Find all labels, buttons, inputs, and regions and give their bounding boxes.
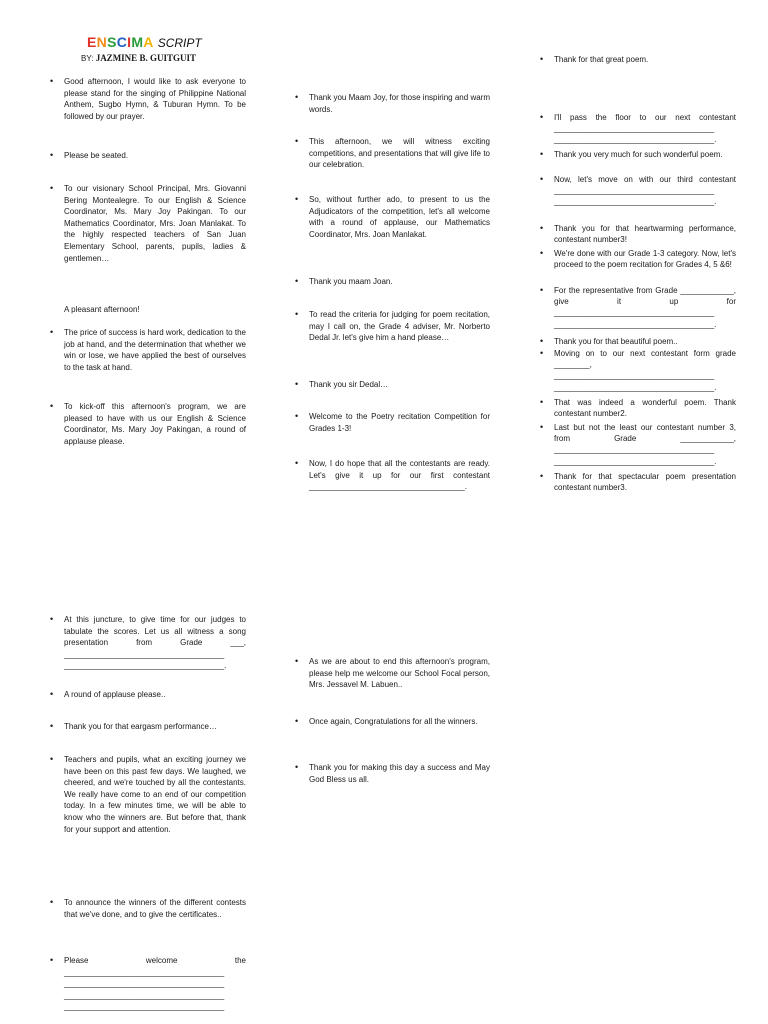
list-item: • Thank you for that heartwarming performance, contestant number3!	[540, 223, 736, 245]
list-item: • That was indeed a wonderful poem. Thank contestant number2.	[540, 397, 736, 419]
title-suffix: SCRIPT	[157, 36, 202, 50]
title-letter: I	[127, 34, 132, 50]
list-item: • As we are about to end this afternoon's program, please help me welcome our School Focal person, Mrs. Jessavel M. Labuen..	[295, 656, 490, 691]
list-item: • To kick-off this afternoon's program, we are pleased to have with us our English & Science Coordinator, Ms. Mary Joy Pakingan, a round of applause please.	[50, 401, 246, 447]
list-item: • Thank you very much for such wonderful poem.	[540, 149, 736, 160]
list-item: • Thank you sir Dedal…	[295, 379, 490, 391]
list-item: • Please be seated.	[50, 150, 246, 162]
title-letter: M	[131, 34, 144, 50]
list-item: • For the representative from Grade ____________, give it up for ____________________________________ ____________________________________.	[540, 285, 736, 330]
list-item: • Thank you maam Joan.	[295, 276, 490, 288]
list-item: • Thank you for making this day a success and May God Bless us all.	[295, 762, 490, 785]
col3-top-list	[540, 54, 736, 504]
list-item: • Thank you for that beautiful poem..	[540, 336, 736, 347]
title-letter: C	[116, 34, 128, 50]
list-item: • Thank you Maam Joy, for those inspiring and warm words.	[295, 92, 490, 115]
list-item: • At this juncture, to give time for our judges to tabulate the scores. Let us all witness a song presentation from Grade ___, ____________________________________ ____________________________________.	[50, 614, 246, 672]
document-header	[81, 34, 202, 64]
list-item: • Once again, Congratulations for all the winners.	[295, 716, 490, 728]
list-item: • To our visionary School Principal, Mrs. Giovanni Bering Montealegre. To our English & Science Coordinator, Ms. Mary Joy Pakingan. To our Mathematics Coordinator, Mrs. Joan Manlakat. To the highly respected teachers of San Juan Elementary School, parents, pupils, ladies & gentlemen…	[50, 183, 246, 264]
list-item: • Please welcome the ____________________________________ ____________________________________ ____________________________________ ____________________________________	[50, 955, 246, 1013]
by-label: BY:	[81, 54, 94, 63]
list-item: • Now, let's move on with our third contestant ____________________________________ ____________________________________.	[540, 174, 736, 208]
list-item: • So, without further ado, to present to us the Adjudicators of the competition, let's all welcome with a round of applause, our Mathematics Coordinator, Mrs. Joan Manlakat.	[295, 194, 490, 240]
list-item: • To read the criteria for judging for poem recitation, may I call on, the Grade 4 adviser, Mr. Norberto Dedal Jr. let's give him a hand please…	[295, 309, 490, 344]
col2-top-list	[295, 92, 490, 512]
list-item: • Teachers and pupils, what an exciting journey we have been on this past few days. We laughed, we cheered, and we're touched by all the contestants. We really have come to an end of our competition today. In a few minutes time, we will be able to know who the winners are. But before that, thank for your support and attention.	[50, 754, 246, 835]
list-item: • Now, I do hope that all the contestants are ready. Let's give it up for our first contestant ___________________________________.	[295, 458, 490, 493]
list-item: • Thank for that great poem.	[540, 54, 736, 66]
list-item: • Thank for that spectacular poem presentation contestant number3.	[540, 471, 736, 493]
list-item: • Last but not the least our contestant number 3, from Grade ____________, ____________________________________ ____________________________________.	[540, 422, 736, 467]
list-item: • Thank you for that eargasm performance…	[50, 721, 246, 733]
col2-bottom-list	[295, 656, 490, 796]
list-item: • Good afternoon, I would like to ask everyone to please stand for the singing of Philippine National Anthem, Sugbo Hymn, & Tuburan Hymn. To be followed by our prayer.	[50, 76, 246, 122]
list-item: • A round of applause please..	[50, 689, 246, 701]
col1-bottom-list	[50, 614, 246, 1019]
list-item: A pleasant afternoon!	[64, 305, 140, 314]
list-item: • I'll pass the floor to our next contestant ____________________________________ ____________________________________.	[540, 112, 736, 146]
col1-top-list	[50, 76, 246, 456]
document-title	[87, 34, 202, 51]
title-brand	[87, 34, 154, 50]
title-letter: E	[87, 34, 97, 50]
title-letter: A	[143, 34, 154, 50]
title-letter: N	[96, 34, 108, 50]
byline	[81, 53, 202, 64]
list-item: • Welcome to the Poetry recitation Competition for Grades 1-3!	[295, 411, 490, 434]
author-name: JAZMINE B. GUITGUIT	[95, 53, 196, 63]
list-item: • We're done with our Grade 1-3 category. Now, let's proceed to the poem recitation for Grades 4, 5 &6!	[540, 248, 736, 270]
list-item: • To announce the winners of the different contests that we've done, and to give the certificates..	[50, 897, 246, 920]
list-item: • This afternoon, we will witness exciting competitions, and presentations that will give life to our celebration.	[295, 136, 490, 171]
list-item: • The price of success is hard work, dedication to the job at hand, and the determination that whether we win or lose, we have applied the best of ourselves to the task at hand.	[50, 327, 246, 373]
title-letter: S	[107, 34, 117, 50]
list-item: • Moving on to our next contestant form grade ________, ____________________________________ ____________________________________.	[540, 348, 736, 393]
